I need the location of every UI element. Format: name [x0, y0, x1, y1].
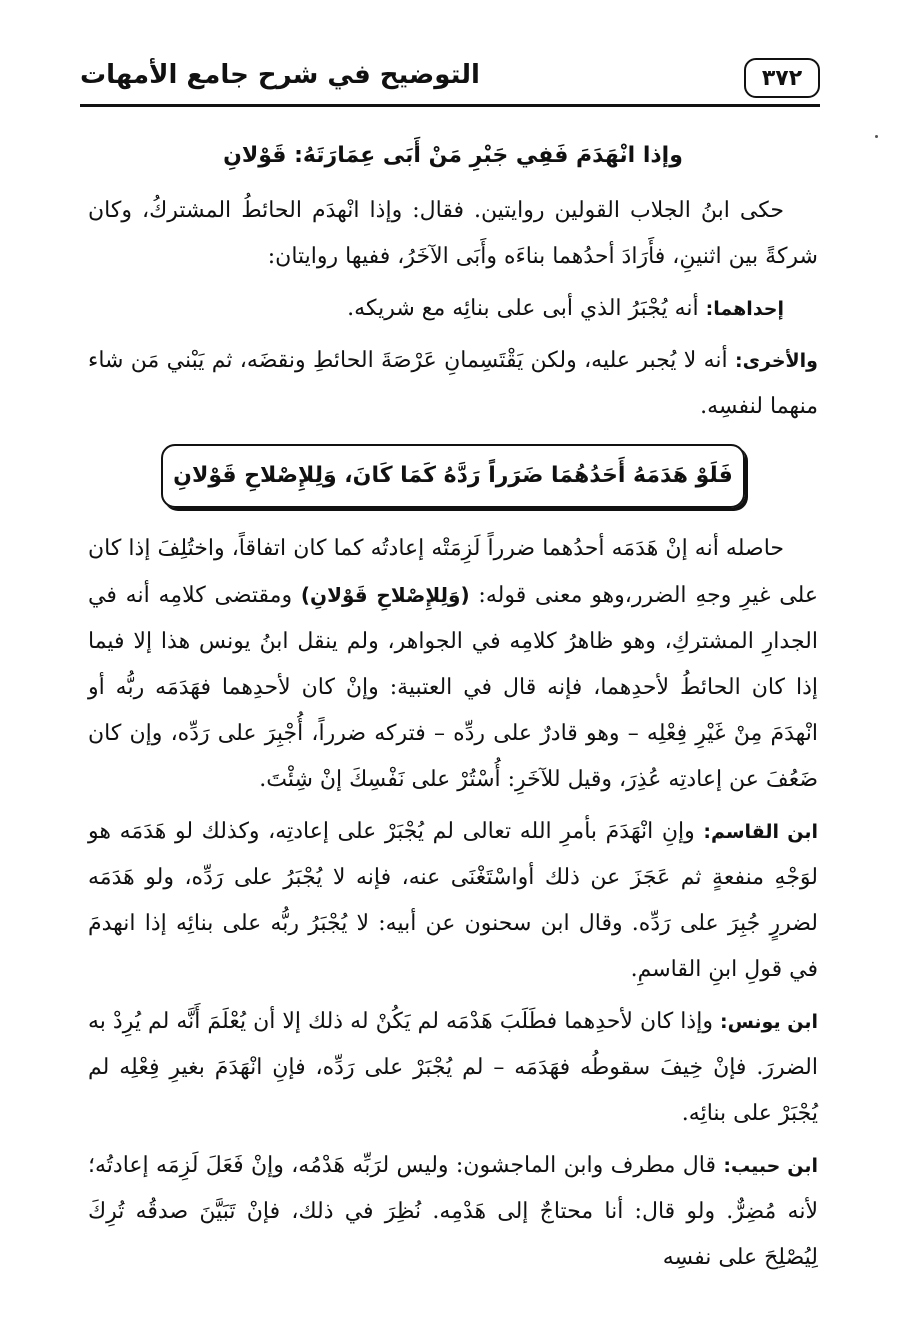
paragraph-1: حكى ابنُ الجلاب القولين روايتين. فقال: وإذا انْهدَم الحائطُ المشتركُ، وكان شركةً بين اثنينِ، فأَرَادَ أحدُهما بناءَه وأَبَى الآخَرُ، ففيها روايتان:: [88, 198, 818, 269]
running-header: [80, 58, 820, 106]
book-title: التوضيح في شرح جامع الأمهات: [80, 60, 480, 90]
header-rule: [80, 104, 820, 107]
matn-heading-1: وإذا انْهَدَمَ فَفِي جَبْرِ مَنْ أَبَى عِمَارَتَهُ: قَوْلانِ: [223, 143, 683, 168]
paragraph-5-text: وإنِ انْهَدَمَ بأمرِ الله تعالى لم يُجْبَرْ على إعادتِه، وكذلك لو هَدَمَه هو لوَجْهِ منفعةٍ ثم عَجَزَ عن ذلك أواسْتَغْنَى عنه، فإنه لا يُجْبَرُ على رَدِّه، ولو هَدَمَه لضررٍ جُبِرَ على رَدِّه. وقال ابن سحنون عن أبيه: لا يُجْبَرُ ربُّه على بنائِه إذا انهدمَ في قولِ ابنِ القاسمِ.: [88, 819, 818, 982]
paragraph-7-text: قال مطرف وابن الماجشون: وليس لرَبِّه هَدْمُه، وإنْ فَعَلَ لَزِمَه إعادتُه؛ لأنه مُضِرٌّ. ولو قال: أنا محتاجٌ إلى هَدْمِه. نُظِرَ في ذلك، فإنْ تَبَيَّنَ صدقُه تُرِكَ لِيُصْلِحَ على نفسِه: [88, 1153, 818, 1270]
paragraph-7: [88, 1143, 818, 1281]
paragraph-4-part-a: حاصله أنه إنْ هَدَمَه أحدُهما ضرراً لَزِمَتْه إعادتُه كما كان اتفاقاً، واختُلِفَ إذا كان على غيرِ وجهِ الضرر،وهو معنى قوله:: [88, 536, 819, 608]
paragraph-2-text: أنه يُجْبَرُ الذي أبى على بنائِه مع شريكه.: [347, 296, 699, 321]
paragraph-4-part-b: ومقتضى كلامِه أنه في الجدارِ المشتركِ، وهو ظاهرُ كلامِه في الجواهر، ولم ينقل ابنُ يونس هذا إلا فيما إذا كان الحائطُ لأحدِهما، فإنه قال في العتبية: وإنْ كان لأحدِهما فهَدَمَه ربُّه أو انْهدَمَ مِنْ غَيْرِ فِعْلِه – وهو قادرٌ على ردِّه – فتركه ضرراً، أُجْبِرَ على رَدِّه، وإن كان ضَعُفَ عن إعادتِه عُذِرَ، وقيل للآخَرِ: أُسْتُرْ على نَفْسِكَ إنْ شِئْتَ.: [88, 583, 818, 792]
paragraph-4-quote: (وَلِلإِصْلاحِ قَوْلانِ): [300, 583, 470, 607]
paragraph-2-lead: إحداهما:: [705, 298, 784, 320]
page-body: [88, 128, 818, 1287]
paragraph-3: [88, 338, 818, 430]
paragraph-6: [88, 999, 818, 1137]
paragraph-3-text: أنه لا يُجبر عليه، ولكن يَقْتَسِمانِ عَرْصَةَ الحائطِ ونقضَه، ثم يَبْني مَن شاء منهما لنفسِه.: [88, 348, 818, 419]
paragraph-7-lead: ابن حبيب:: [723, 1155, 819, 1177]
paragraph-5: [88, 809, 818, 993]
paragraph-2: [88, 286, 818, 332]
margin-dot: [875, 135, 878, 138]
paragraph-3-lead: والأخرى:: [735, 350, 818, 372]
matn-heading-2: فَلَوْ هَدَمَهُ أَحَدُهُمَا ضَرَراً رَدَّهُ كَمَا كَانَ، وَلِلإِصْلاحِ قَوْلانِ: [161, 444, 745, 508]
paragraph-4: [88, 526, 818, 803]
paragraph-6-text: وإذا كان لأحدِهما فطَلَبَ هَدْمَه لم يَكُنْ له ذلك إلا أن يُعْلَمَ أَنَّه لم يُرِدْ به الضررَ. فإنْ خِيفَ سقوطُه فهَدَمَه – لم يُجْبَرْ على رَدِّه، فإنِ انْهَدَمَ بغيرِ فِعْلِه لم يُجْبَرْ على بنائِه.: [88, 1009, 818, 1126]
page-number: ٣٧٢: [744, 58, 820, 98]
paragraph-5-lead: ابن القاسم:: [703, 821, 818, 843]
paragraph-6-lead: ابن يونس:: [719, 1011, 818, 1033]
